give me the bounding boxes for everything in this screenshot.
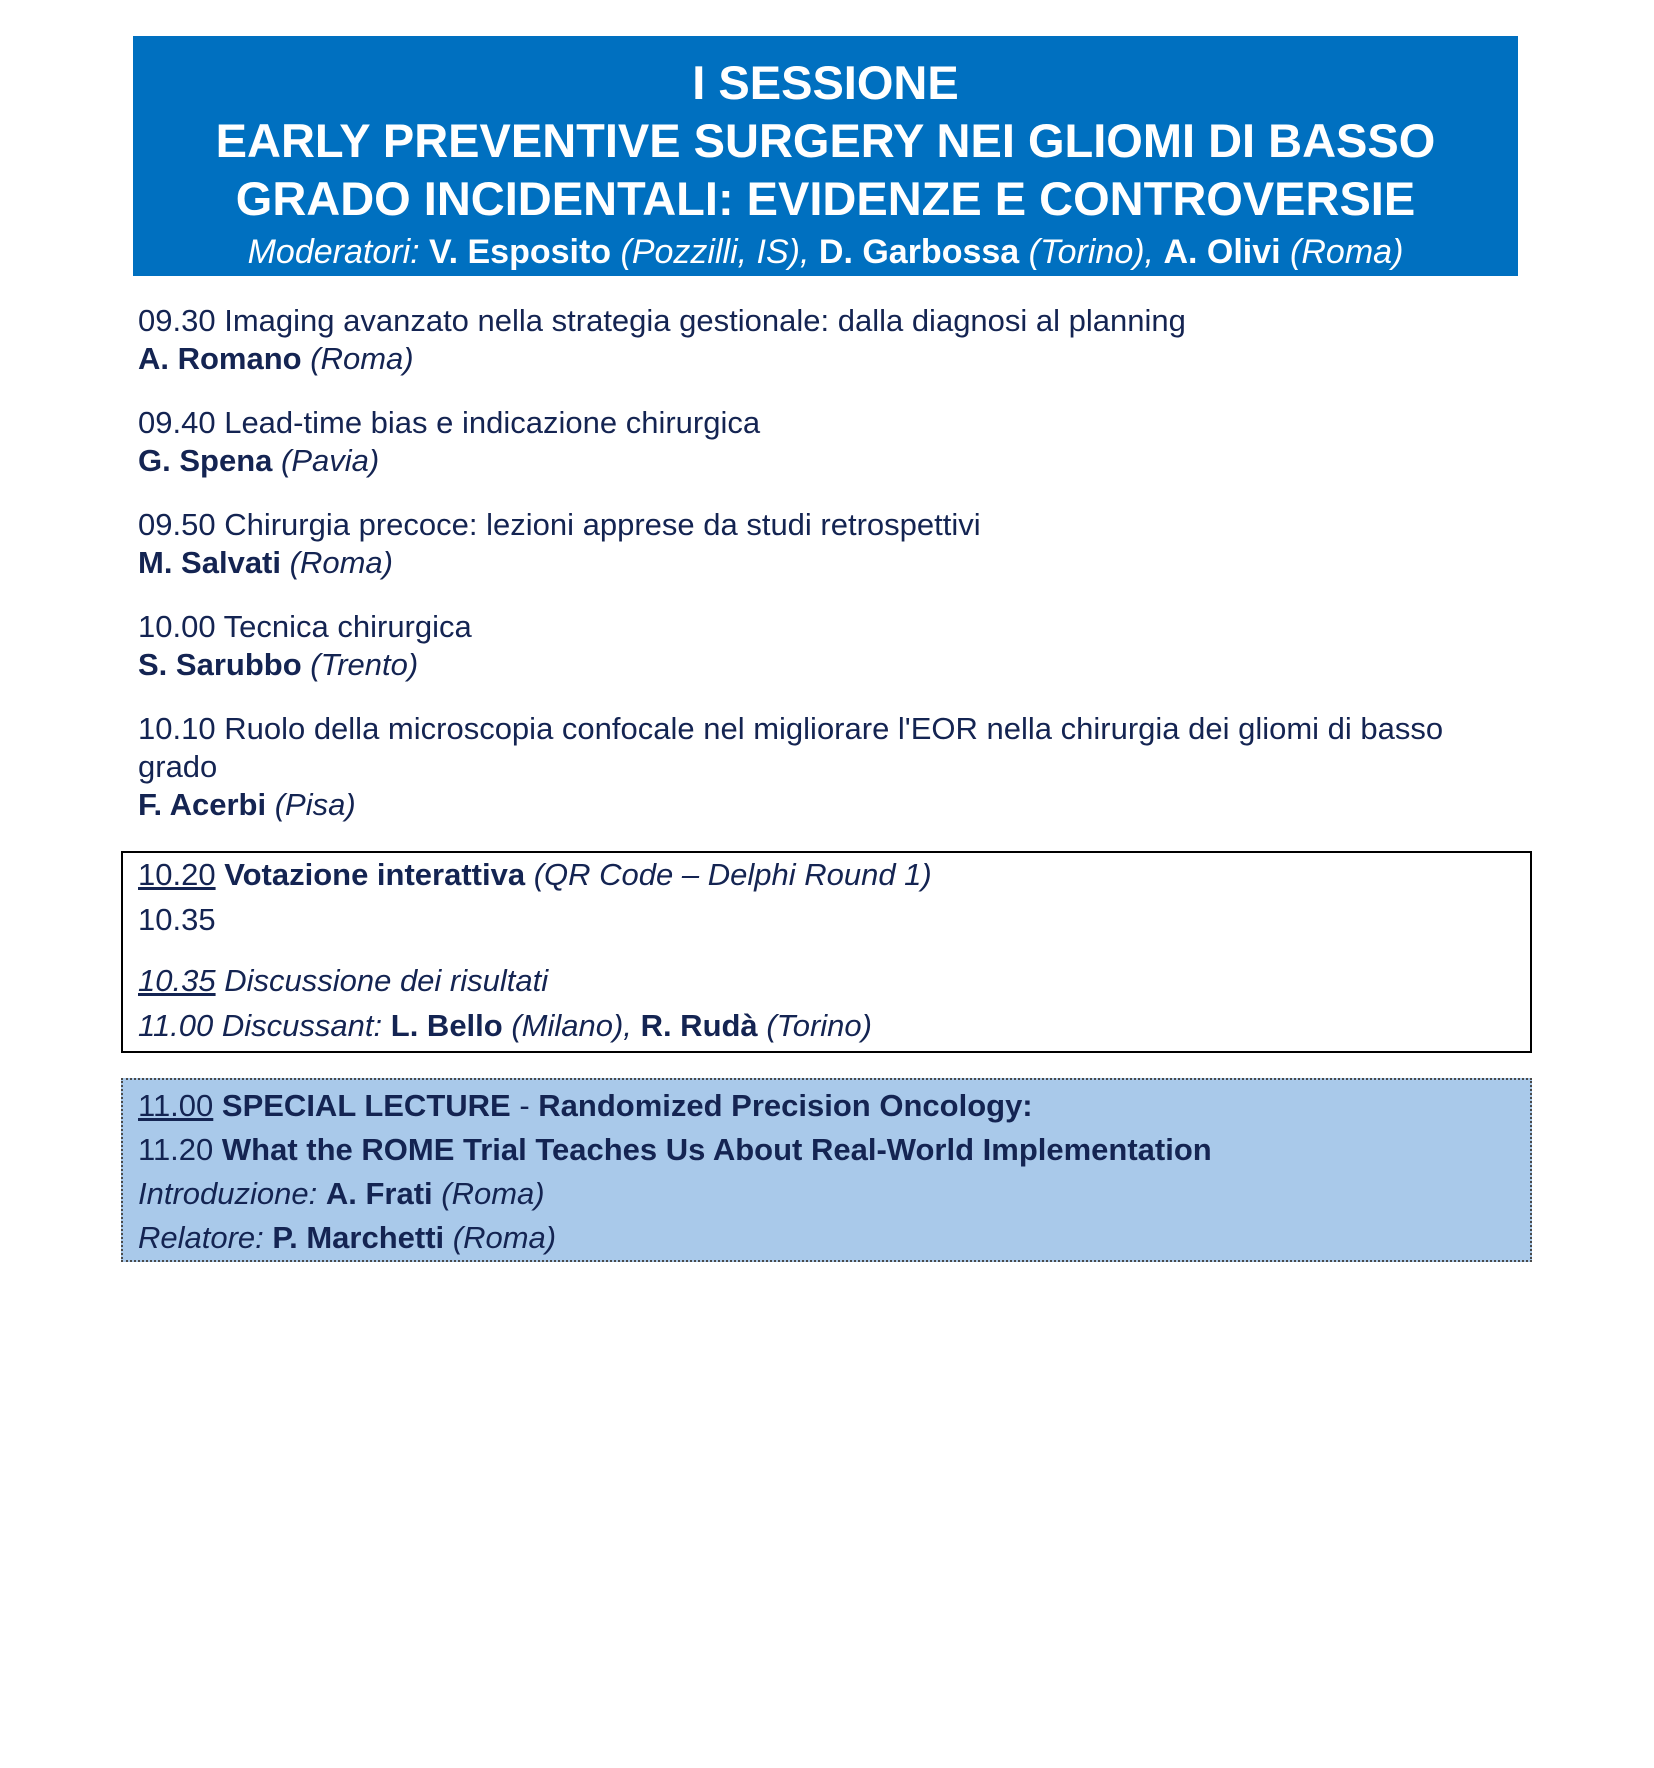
intro-name: A. Frati bbox=[325, 1176, 433, 1211]
moderator-name: A. Olivi bbox=[1163, 233, 1281, 271]
special-lecture-box bbox=[121, 1078, 1532, 1262]
talk-item bbox=[138, 404, 1538, 480]
speaker-place: (Roma) bbox=[289, 545, 393, 580]
lecture-label: SPECIAL LECTURE bbox=[221, 1088, 511, 1123]
talk-item bbox=[138, 608, 1538, 684]
talk-time: 09.30 bbox=[138, 303, 216, 338]
moderator-name: D. Garbossa bbox=[818, 233, 1020, 271]
lecture-time-end: 11.20 bbox=[138, 1132, 214, 1167]
talk-time: 09.50 bbox=[138, 507, 216, 542]
voting-time-start: 10.20 bbox=[138, 857, 216, 892]
speaker-place: (Pavia) bbox=[281, 443, 380, 478]
lecture-title-1: Randomized Precision Oncology: bbox=[538, 1088, 1033, 1123]
talk-title-line bbox=[138, 710, 1538, 748]
talk-title-line bbox=[138, 506, 1538, 544]
talk-item bbox=[138, 302, 1538, 378]
moderator-place: (Roma) bbox=[1290, 233, 1404, 271]
talk-item bbox=[138, 506, 1538, 582]
talk-title-line bbox=[138, 404, 1538, 442]
moderators-label: Moderatori: bbox=[247, 233, 420, 271]
lecture-intro-line bbox=[138, 1175, 545, 1213]
intro-label: Introduzione: bbox=[138, 1176, 318, 1211]
discussant-place: (Milano), bbox=[511, 1008, 632, 1043]
lecture-time-start: 11.00 bbox=[138, 1088, 214, 1123]
lecture-speaker-place: (Roma) bbox=[452, 1220, 557, 1255]
lecture-dash: - bbox=[519, 1088, 530, 1123]
voting-time-end: 10.35 bbox=[138, 902, 216, 937]
lecture-speaker-line bbox=[138, 1219, 556, 1257]
talk-title-line bbox=[138, 608, 1538, 646]
talk-title: Tecnica chirurgica bbox=[223, 609, 472, 644]
speaker-label: Relatore: bbox=[138, 1220, 264, 1255]
talk-speaker-line bbox=[138, 544, 1538, 582]
discussants-label: Discussant: bbox=[221, 1008, 383, 1043]
session-title-line-2: GRADO INCIDENTALI: EVIDENZE E CONTROVERSIE bbox=[235, 172, 1416, 225]
talk-item bbox=[138, 710, 1538, 824]
discussion-time-start: 10.35 bbox=[138, 963, 216, 998]
speaker-name: F. Acerbi bbox=[138, 787, 267, 822]
talk-speaker-line bbox=[138, 786, 1538, 824]
talk-title: Imaging avanzato nella strategia gestionale: dalla diagnosi al planning bbox=[224, 303, 1186, 338]
voting-title: Votazione interattiva bbox=[224, 857, 526, 892]
lecture-speaker-name: P. Marchetti bbox=[272, 1220, 445, 1255]
speaker-name: S. Sarubbo bbox=[138, 647, 302, 682]
session-title-line-1: EARLY PREVENTIVE SURGERY NEI GLIOMI DI BASSO bbox=[215, 114, 1436, 167]
talk-title: Chirurgia precoce: lezioni apprese da studi retrospettivi bbox=[224, 507, 981, 542]
speaker-name: G. Spena bbox=[138, 443, 273, 478]
voting-note: (QR Code – Delphi Round 1) bbox=[533, 857, 932, 892]
speaker-place: (Pisa) bbox=[274, 787, 356, 822]
talk-time: 10.10 bbox=[138, 711, 216, 746]
discussant-name: L. Bello bbox=[390, 1008, 503, 1043]
voting-line bbox=[138, 856, 932, 894]
moderator-name: V. Esposito bbox=[429, 233, 612, 271]
moderator-place: (Torino), bbox=[1028, 233, 1154, 271]
talk-speaker-line bbox=[138, 646, 1538, 684]
speaker-name: A. Romano bbox=[138, 341, 302, 376]
lecture-title-2: What the ROME Trial Teaches Us About Real-World Implementation bbox=[221, 1132, 1212, 1167]
talk-time: 10.00 bbox=[138, 609, 216, 644]
moderator-place: (Pozzilli, IS), bbox=[620, 233, 810, 271]
speaker-place: (Trento) bbox=[310, 647, 419, 682]
talk-title: Ruolo della microscopia confocale nel migliorare l'EOR nella chirurgia dei gliomi di basso bbox=[224, 711, 1444, 746]
talk-speaker-line bbox=[138, 442, 1538, 480]
moderators bbox=[133, 231, 1518, 273]
discussion-time-end: 11.00 bbox=[138, 1008, 214, 1043]
talk-time: 09.40 bbox=[138, 405, 216, 440]
talk-title-continuation: grado bbox=[138, 749, 218, 784]
speaker-place: (Roma) bbox=[310, 341, 414, 376]
speaker-name: M. Salvati bbox=[138, 545, 281, 580]
discussion-line bbox=[138, 962, 548, 1000]
lecture-title-line-1 bbox=[138, 1087, 1033, 1125]
session-number: I SESSIONE bbox=[692, 56, 959, 109]
discussion-title: Discussione dei risultati bbox=[224, 963, 549, 998]
lecture-title-line-2 bbox=[138, 1131, 1212, 1169]
session-header bbox=[133, 36, 1518, 276]
discussants-line bbox=[138, 1007, 872, 1045]
voting-box bbox=[121, 851, 1532, 1053]
discussant-place: (Torino) bbox=[766, 1008, 872, 1043]
discussant-name: R. Rudà bbox=[640, 1008, 758, 1043]
talk-speaker-line bbox=[138, 340, 1538, 378]
talk-title: Lead-time bias e indicazione chirurgica bbox=[224, 405, 761, 440]
intro-place: (Roma) bbox=[441, 1176, 545, 1211]
talk-title-line bbox=[138, 302, 1538, 340]
